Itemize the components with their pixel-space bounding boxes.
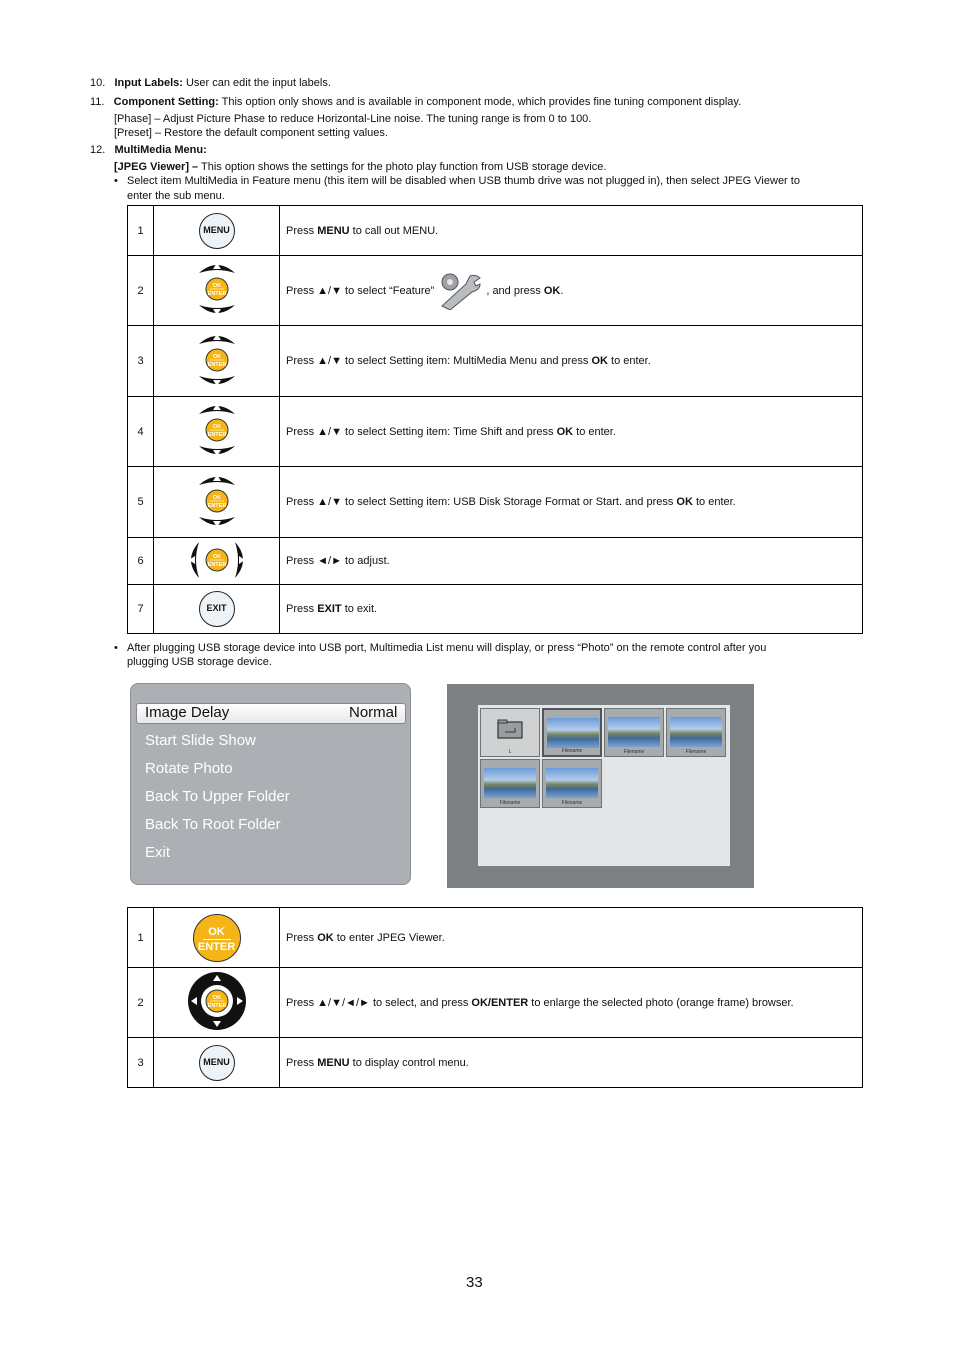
step-text: Press ▲/▼ to select Setting item: MultiMedia Menu and press xyxy=(286,355,592,367)
item-label: Input Labels: xyxy=(114,77,183,89)
osd-item-back-upper-folder[interactable]: Back To Upper Folder xyxy=(145,788,290,805)
step-keyword: OK xyxy=(591,355,608,367)
photo-thumb[interactable] xyxy=(604,708,664,757)
step-description xyxy=(280,1038,863,1088)
step-icon-cell xyxy=(154,538,280,585)
svg-text:OK: OK xyxy=(212,283,221,289)
svg-text:ENTER: ENTER xyxy=(207,561,226,568)
step-description xyxy=(280,538,863,585)
item-label: MultiMedia Menu: xyxy=(114,144,207,156)
step-row xyxy=(128,206,863,256)
menu-button-icon: MENU xyxy=(199,1045,235,1081)
bullet1-line1: Select item MultiMedia in Feature menu (this item will be disabled when USB thumb drive was not plugged in), then select JPEG Viewer to xyxy=(127,175,800,187)
up-down-ok-icon xyxy=(197,471,237,531)
step-row xyxy=(128,467,863,538)
browser-grid xyxy=(478,705,730,866)
step-number: 1 xyxy=(128,206,154,256)
thumb-caption: Filename xyxy=(561,748,583,754)
step-text: . xyxy=(560,284,564,297)
photo-browser xyxy=(447,684,754,888)
osd-selected-label: Image Delay xyxy=(145,704,230,721)
step-text: to enter. xyxy=(607,355,651,367)
phase-text: [Phase] – Adjust Picture Phase to reduce Horizontal-Line noise. The tuning range is from 0 to 100. xyxy=(114,113,592,125)
item-label: Component Setting: xyxy=(113,96,219,108)
bullet2-line2: plugging USB storage device. xyxy=(127,656,272,668)
photo-thumb[interactable] xyxy=(666,708,726,757)
step-row xyxy=(128,908,863,968)
multimedia-menu-osd xyxy=(130,683,411,885)
dpad-ok-icon xyxy=(186,970,248,1032)
svg-text:ENTER: ENTER xyxy=(207,502,226,509)
steps-table-1 xyxy=(127,205,863,634)
step-number: 5 xyxy=(128,467,154,538)
folder-caption: L xyxy=(508,749,512,755)
bullet-char: • xyxy=(114,642,118,654)
menu-button-icon: MENU xyxy=(199,213,235,249)
step-description xyxy=(280,585,863,634)
step-number: 2 xyxy=(128,968,154,1038)
step-text: to enter JPEG Viewer. xyxy=(333,931,445,944)
jpeg-viewer-label: [JPEG Viewer] – xyxy=(114,161,199,173)
step-description xyxy=(280,397,863,467)
step-description xyxy=(280,908,863,968)
step-description xyxy=(280,326,863,397)
svg-text:ENTER: ENTER xyxy=(207,291,226,297)
svg-text:OK: OK xyxy=(212,494,221,501)
item-number: 10. xyxy=(90,77,106,89)
step-text: to exit. xyxy=(341,603,378,615)
preset-text: [Preset] – Restore the default component setting values. xyxy=(114,127,388,139)
svg-text:ENTER: ENTER xyxy=(207,1003,226,1009)
step-number: 1 xyxy=(128,908,154,968)
step-icon-cell xyxy=(154,326,280,397)
step-description xyxy=(280,968,863,1038)
step-row xyxy=(128,1038,863,1088)
step-keyword: OK xyxy=(317,931,334,944)
step-icon-cell xyxy=(154,968,280,1038)
step-keyword: OK/ENTER xyxy=(471,996,529,1009)
step-text: Press xyxy=(286,224,318,237)
step-description xyxy=(280,467,863,538)
step-number: 3 xyxy=(128,326,154,397)
step-number: 7 xyxy=(128,585,154,634)
item-number: 12. xyxy=(90,144,106,156)
step-keyword: EXIT xyxy=(317,603,342,615)
step-description xyxy=(280,256,863,326)
up-down-ok-icon xyxy=(197,259,237,319)
step-keyword: MENU xyxy=(317,1056,350,1069)
step-row xyxy=(128,538,863,585)
step-icon-cell xyxy=(154,1038,280,1088)
folder-icon xyxy=(497,719,523,739)
jpeg-viewer-text xyxy=(114,160,606,174)
photo-thumb[interactable] xyxy=(542,759,602,808)
svg-text:OK: OK xyxy=(212,424,221,430)
step-number: 2 xyxy=(128,256,154,326)
step-icon-cell xyxy=(154,397,280,467)
left-right-ok-icon xyxy=(185,540,249,580)
thumb-caption: Filename xyxy=(499,800,521,806)
svg-text:OK: OK xyxy=(212,353,221,360)
svg-text:ENTER: ENTER xyxy=(207,432,226,438)
step-row xyxy=(128,968,863,1038)
thumb-caption: Filename xyxy=(623,749,645,755)
step-text: Press ▲/▼ to select “Feature” xyxy=(286,284,435,297)
up-down-ok-icon xyxy=(197,330,237,390)
step-number: 3 xyxy=(128,1038,154,1088)
osd-item-back-root-folder[interactable]: Back To Root Folder xyxy=(145,816,281,833)
item-10 xyxy=(90,76,331,90)
step-text: Press ▲/▼ to select Setting item: Time Shift and press xyxy=(286,425,557,438)
bullet1-line2: enter the sub menu. xyxy=(127,190,225,202)
step-text: to display control menu. xyxy=(349,1056,469,1069)
step-text: Press xyxy=(286,931,318,944)
step-keyword: MENU xyxy=(317,224,350,237)
photo-thumb[interactable] xyxy=(480,759,540,808)
step-text: Press ▲/▼/◄/► to select, and press xyxy=(286,996,472,1009)
svg-text:OK: OK xyxy=(212,553,221,560)
up-down-ok-icon xyxy=(197,400,237,460)
step-text: Press ◄/► to adjust. xyxy=(286,555,390,567)
step-row xyxy=(128,397,863,467)
step-icon-cell xyxy=(154,908,280,968)
steps-table-2 xyxy=(127,907,863,1088)
step-number: 4 xyxy=(128,397,154,467)
ok-enter-button-icon: OK ENTER xyxy=(193,914,241,962)
item-text: This option only shows and is available in component mode, which provides fine tuning component display. xyxy=(218,96,742,108)
step-text: to enlarge the selected photo (orange frame) browser. xyxy=(528,996,794,1009)
page-number: 33 xyxy=(466,1274,483,1291)
step-text: Press ▲/▼ to select Setting item: USB Disk Storage Format or Start. and press xyxy=(286,496,677,508)
step-keyword: OK xyxy=(556,425,574,438)
step-text: to enter. xyxy=(573,425,616,438)
step-text: Press xyxy=(286,603,318,615)
osd-selected-value: Normal xyxy=(349,704,398,721)
osd-item-rotate-photo[interactable]: Rotate Photo xyxy=(145,760,233,777)
step-description xyxy=(280,206,863,256)
exit-button-icon: EXIT xyxy=(199,591,235,627)
bullet-char: • xyxy=(114,175,118,187)
item-12 xyxy=(90,143,207,157)
jpeg-viewer-desc: This option shows the settings for the photo play function from USB storage device. xyxy=(198,161,607,173)
thumb-caption: Filename xyxy=(685,749,707,755)
step-text: to call out MENU. xyxy=(349,224,439,237)
step-number: 6 xyxy=(128,538,154,585)
bullet2-line1: After plugging USB storage device into USB port, Multimedia List menu will display, or press “Photo” on the remote control after you xyxy=(127,642,767,654)
svg-text:OK: OK xyxy=(212,995,221,1001)
step-keyword: OK xyxy=(543,284,561,297)
step-icon-cell xyxy=(154,585,280,634)
folder-thumb[interactable] xyxy=(480,708,540,757)
wrench-gear-icon xyxy=(438,272,482,310)
step-text: Press xyxy=(286,1056,318,1069)
step-row xyxy=(128,585,863,634)
svg-text:ENTER: ENTER xyxy=(207,361,226,368)
step-row xyxy=(128,256,863,326)
item-text: User can edit the input labels. xyxy=(182,77,331,89)
step-text: to enter. xyxy=(692,496,736,508)
osd-item-start-slide-show[interactable]: Start Slide Show xyxy=(145,732,256,749)
step-icon-cell xyxy=(154,467,280,538)
step-icon-cell xyxy=(154,256,280,326)
photo-thumb[interactable] xyxy=(542,708,602,757)
item-11 xyxy=(90,95,741,109)
step-keyword: OK xyxy=(676,496,693,508)
osd-item-exit[interactable]: Exit xyxy=(145,844,171,861)
step-icon-cell xyxy=(154,206,280,256)
step-row xyxy=(128,326,863,397)
item-number: 11. xyxy=(90,96,105,108)
thumb-caption: Filename xyxy=(561,800,583,806)
step-text: , and press xyxy=(486,284,544,297)
